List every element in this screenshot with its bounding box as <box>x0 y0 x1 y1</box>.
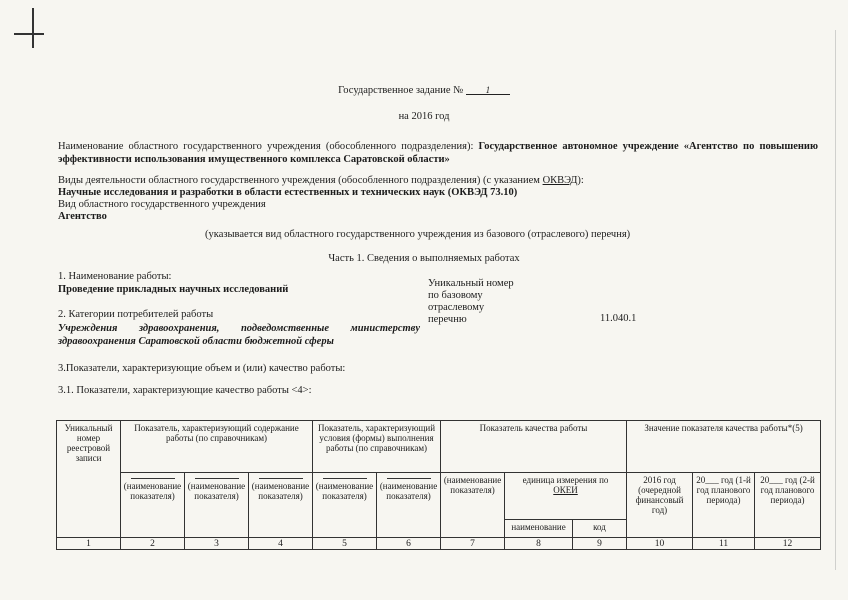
th-unique: Уникальный номер реестровой записи <box>57 421 121 538</box>
title-number: 1 <box>466 84 510 95</box>
th-sub-name: (наименование показателя) <box>249 473 313 538</box>
col-number: 6 <box>377 538 441 550</box>
th-sub-year-3: 20___ год (2-й год планового периода) <box>755 473 821 538</box>
th-sub-year-2: 20___ год (1-й год планового периода) <box>693 473 755 538</box>
kind-note: (указывается вид областного государственного учреждения из базового (отраслевого) перечня) <box>205 229 631 240</box>
institution-line: Наименование областного государственного учреждения (обособленного подразделения): Государственное автономное учреждение «Агентство по повышению эффективности использования имущественного комплекса Саратовской области» <box>58 141 818 165</box>
consumer-category-value-2: здравоохранения Саратовской области бюджетной сферы <box>58 336 334 347</box>
th-content: Показатель, характеризующий содержание работы (по справочникам) <box>121 421 313 473</box>
th-sub-name: (наименование показателя) <box>121 473 185 538</box>
th-sub-name: (наименование показателя) <box>313 473 377 538</box>
corner-mark <box>14 8 44 48</box>
work-name-value: Проведение прикладных научных исследований <box>58 284 289 295</box>
institution-name: Государственное автономное учреждение «Агентство по повышению эффективности использования имущественного комплекса Саратовской области» <box>58 141 818 165</box>
col-number: 12 <box>755 538 821 550</box>
kind-label: Вид областного государственного учреждения <box>58 199 266 210</box>
work-name-label: 1. Наименование работы: <box>58 271 172 282</box>
consumer-category-value: Учреждения здравоохранения, подведомственные министерству <box>58 323 420 334</box>
table-header-row <box>57 421 821 473</box>
th-unit-code: код <box>573 519 627 538</box>
title-text: Государственное задание № <box>338 85 464 96</box>
activities-label: Виды деятельности областного государственного учреждения (обособленного подразделения) (с указанием ОКВЭД): <box>58 175 584 186</box>
kind-value: Агентство <box>58 211 107 222</box>
th-sub-name: (наименование показателя) <box>441 473 505 538</box>
unique-number-label: Уникальный номер по базовому отраслевому перечню <box>428 278 514 325</box>
th-sub-unit: единица измерения по ОКЕИ <box>505 473 627 519</box>
col-number: 1 <box>57 538 121 550</box>
th-sub-year-1: 2016 год (очередной финансовый год) <box>627 473 693 538</box>
col-number: 5 <box>313 538 377 550</box>
th-unit-name: наименование <box>505 519 573 538</box>
col-number: 9 <box>573 538 627 550</box>
activities-value: Научные исследования и разработки в области естественных и технических наук (ОКВЭД 73.10) <box>58 187 518 198</box>
consumer-category-label: 2. Категории потребителей работы <box>58 309 214 320</box>
document-title <box>0 84 848 97</box>
col-number: 2 <box>121 538 185 550</box>
col-number: 3 <box>185 538 249 550</box>
col-number: 10 <box>627 538 693 550</box>
th-quality: Показатель качества работы <box>441 421 627 473</box>
th-conditions: Показатель, характеризующий условия (формы) выполнения работы (по справочникам) <box>313 421 441 473</box>
th-sub-name: (наименование показателя) <box>377 473 441 538</box>
quality-table <box>56 420 821 550</box>
th-value: Значение показателя качества работы*(5) <box>627 421 821 473</box>
unique-number-code: 11.040.1 <box>600 313 637 324</box>
col-number: 4 <box>249 538 313 550</box>
col-number: 11 <box>693 538 755 550</box>
th-sub-name: (наименование показателя) <box>185 473 249 538</box>
col-number: 8 <box>505 538 573 550</box>
document-year: на 2016 год <box>398 111 450 122</box>
quality-label: 3.1. Показатели, характеризующие качество работы <4>: <box>58 385 312 396</box>
indicators-label: 3.Показатели, характеризующие объем и (или) качество работы: <box>58 363 346 374</box>
part1-title: Часть 1. Сведения о выполняемых работах <box>328 253 520 264</box>
col-number: 7 <box>441 538 505 550</box>
table-number-row <box>57 538 821 550</box>
table-subheader-row <box>57 473 821 519</box>
